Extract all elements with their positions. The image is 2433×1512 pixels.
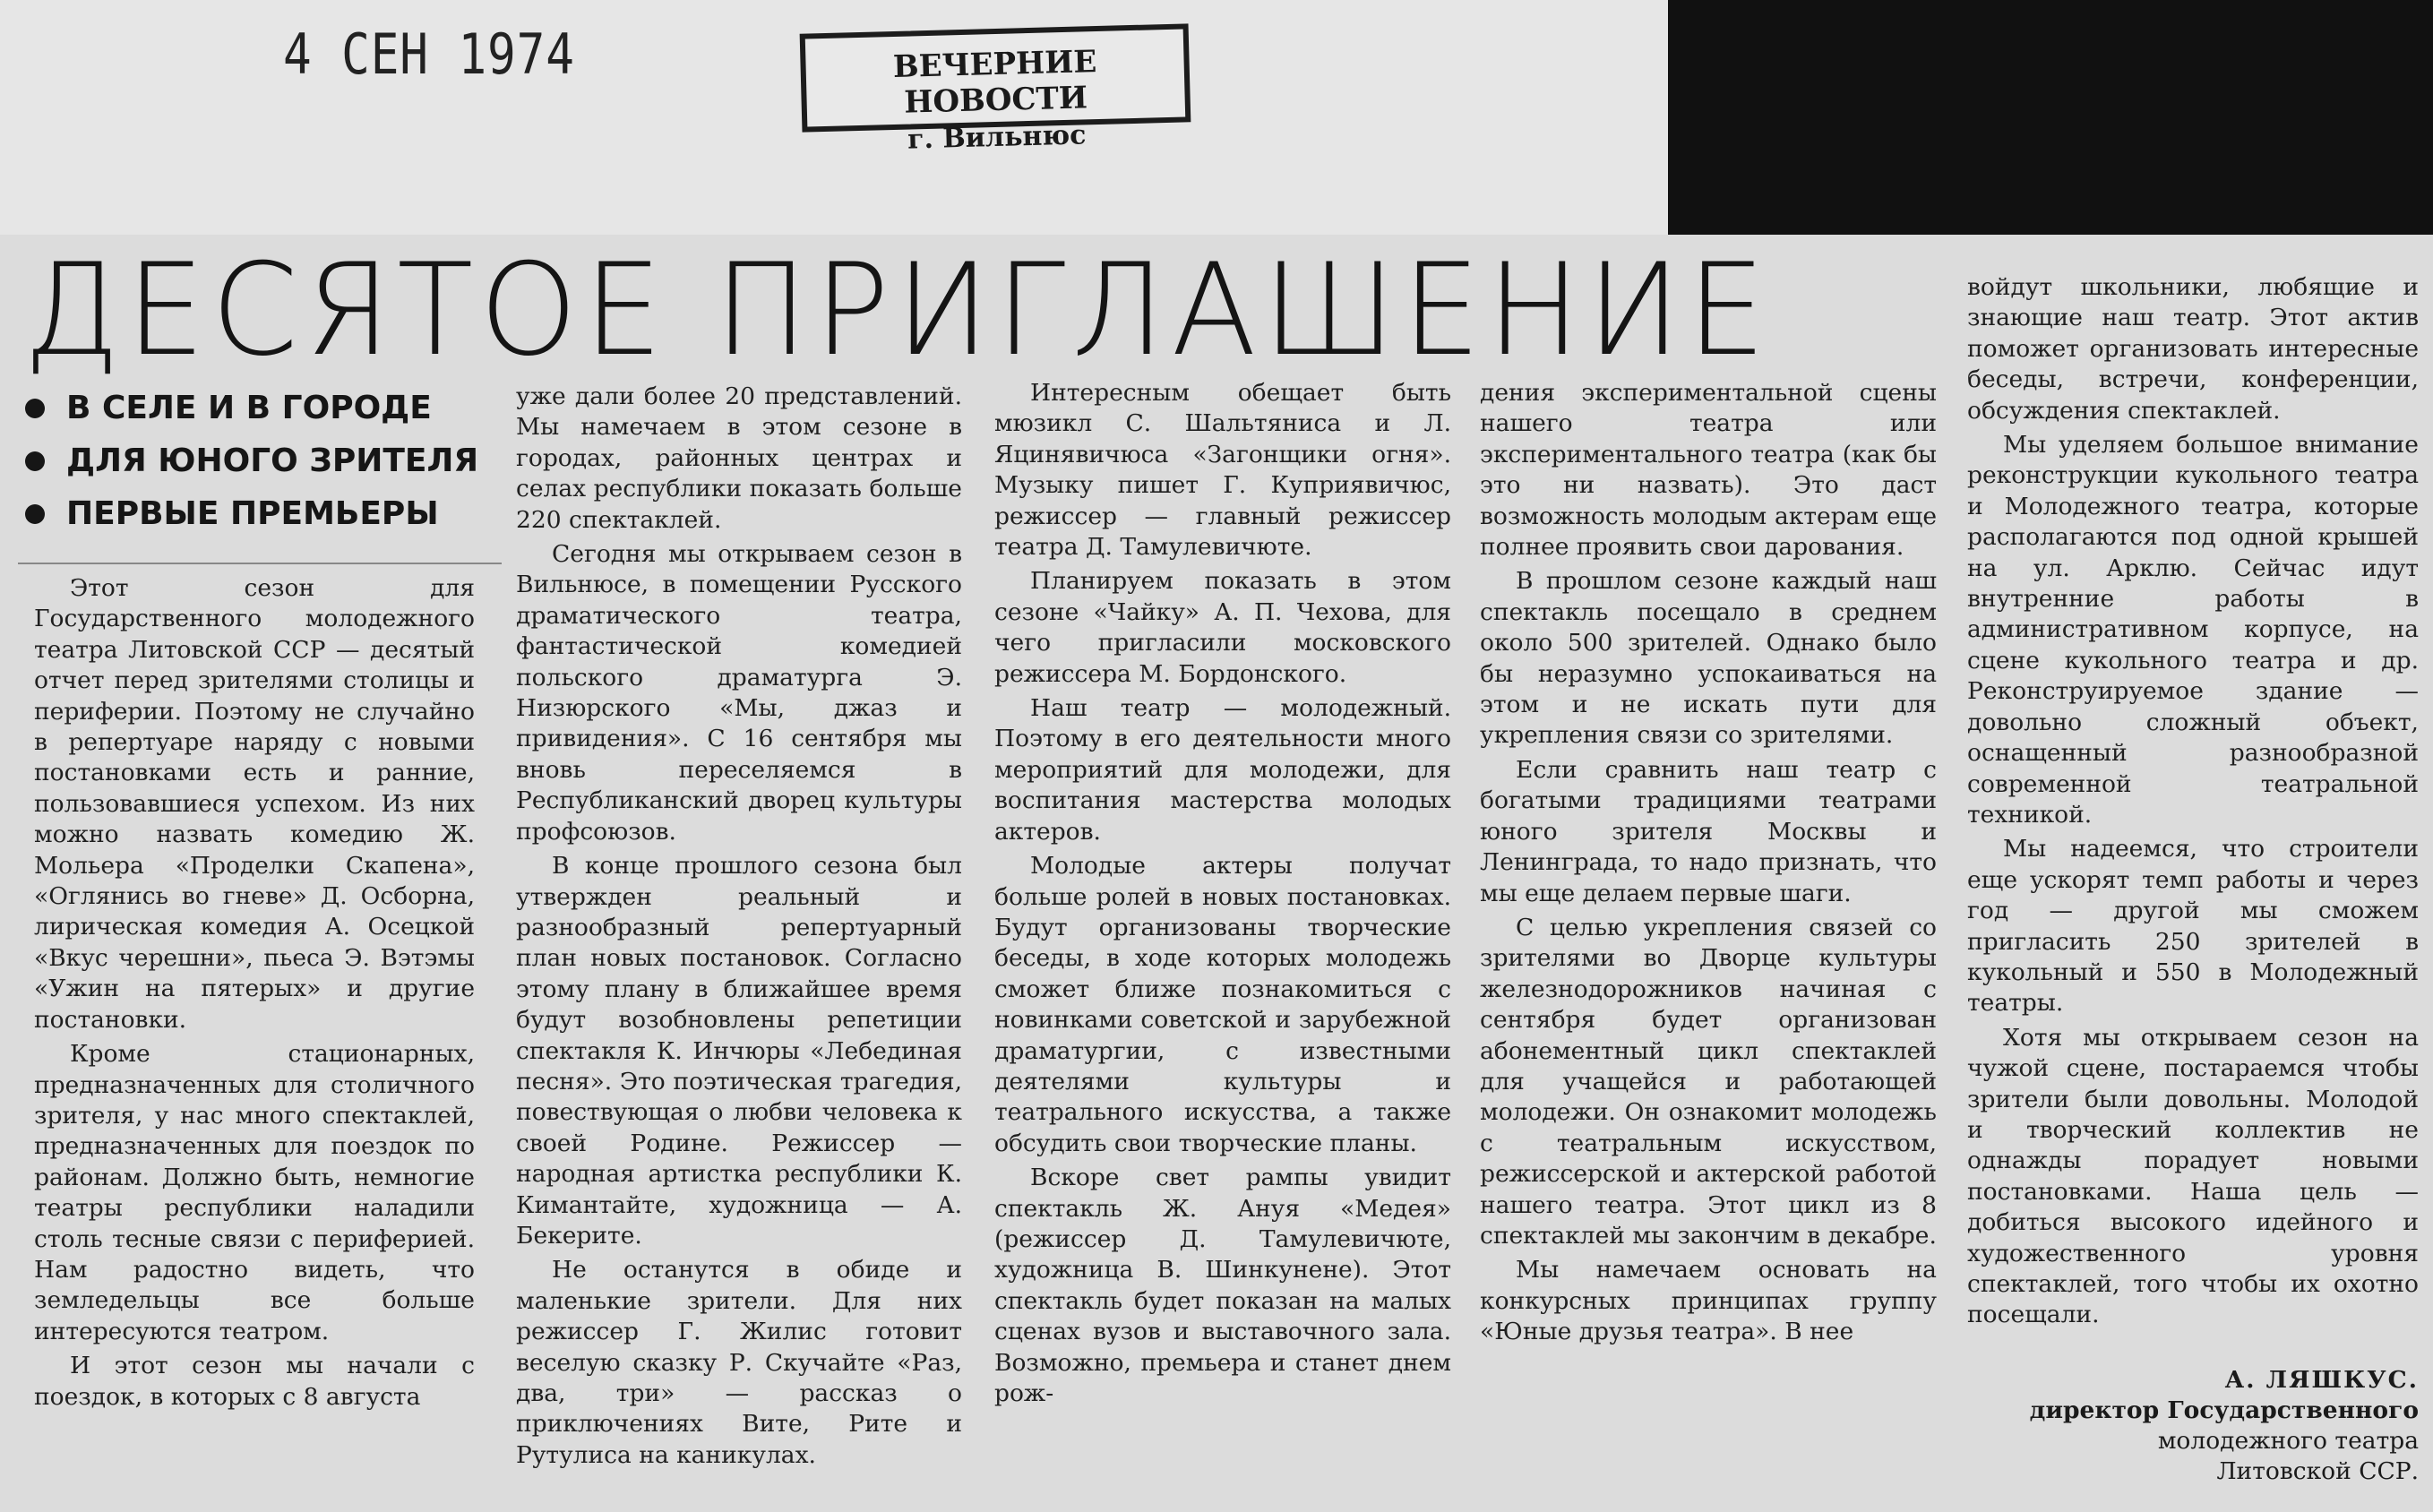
author-name: А. ЛЯШКУС. <box>2224 1366 2419 1394</box>
paragraph: И этот сезон мы начали с поездок, в которых с 8 августа <box>34 1352 475 1411</box>
newspaper-stamp-city: г. Вильнюс <box>907 119 1087 156</box>
paragraph: Наш театр — молодежный. Поэтому в его деятельности много мероприятий для молодежи, для воспитания мастерства молодых актеров. <box>994 694 1451 846</box>
article-headline: ДЕСЯТОЕ ПРИГЛАШЕНИЕ <box>23 236 1772 384</box>
dark-background-corner <box>1668 0 2433 235</box>
paragraph: Мы надеемся, что строители еще ускорят темп работы и через год — другой мы сможем пригласить 250 зрителей в кукольный и 550 в Молодежный театры. <box>1967 835 2419 1018</box>
subheading-bullets <box>25 382 478 540</box>
paragraph: С целью укрепления связей со зрителями во Дворце культуры железнодорожников начиная с сентября будет организован абонементный цикл спектаклей для учащейся и работающей молодежи. Он ознакомит молодежь с театральным искусством, режиссерской и актерской работой нашего театра. Этот цикл из 8 спектаклей мы закончим в декабре. <box>1480 913 1937 1250</box>
subheading-text: ПЕРВЫЕ ПРЕМЬЕРЫ <box>66 495 439 532</box>
paragraph: уже дали более 20 представлений. Мы намечаем в этом сезоне в городах, районных центрах и селах республики показать больше 220 спектаклей. <box>516 382 962 534</box>
newspaper-stamp-title: ВЕЧЕРНИЕ НОВОСТИ <box>892 44 1097 121</box>
paragraph: Молодые актеры получат больше ролей в новых постановках. Будут организованы творческие беседы, в ходе которых молодежь сможет ближе познакомиться с новинками советской и зарубежной драматургии, с известными деятелями культуры и театрального искусства, а также обсудить свои творческие планы. <box>994 852 1451 1157</box>
paragraph: Мы намечаем основать на конкурсных принципах группу «Юные друзья театра». В нее <box>1480 1256 1937 1346</box>
paragraph: Этот сезон для Государственного молодежного театра Литовской ССР — десятый отчет перед зрителями столицы и периферии. Поэтому не случайно в репертуаре наряду с новыми постановками есть и ранние, пользовавшиеся успехом. Из них можно назвать комедию Ж. Мольера «Проделки Скапена», «Оглянись во гневе» Д. Осборна, лирическая комедия А. Осецкой «Вкус черешни», пьеса Э. Вэтэмы «Ужин на пятерых» и другие постановки. <box>34 574 475 1034</box>
paragraph: дения экспериментальной сцены нашего театра или экспериментального театра (как бы это ни назвать). Это даст возможность молодым актерам еще полнее проявить свои дарования. <box>1480 379 1937 562</box>
divider-rule <box>18 563 502 564</box>
newspaper-stamp <box>800 23 1191 156</box>
paragraph: Не останутся в обиде и маленькие зрители. Для них режиссер Г. Жилис готовит веселую сказку Р. Скучайте «Раз, два, три» — рассказ о приключениях Вите, Рите и Рутулиса на каникулах. <box>516 1256 962 1469</box>
article-column-4 <box>1480 378 1937 1352</box>
author-position: директор Государственного <box>2029 1396 2419 1424</box>
paragraph: Мы уделяем большое внимание реконструкции кукольного театра и Молодежного театра, которые располагаются под одной крышей на ул. Арклю. Сейчас идут внутренние работы в административном корпусе, на сцене кукольного театра и др. Реконструируемое здание — довольно сложный объект, оснащенный разнообразной современной театральной техникой. <box>1967 431 2419 829</box>
author-signature <box>1967 1365 2419 1487</box>
paragraph: Если сравнить наш театр с богатыми традициями театрами юного зрителя Москвы и Ленинграда, то надо признать, что мы еще делаем первые шаги. <box>1480 755 1937 907</box>
paragraph: войдут школьники, любящие и знающие наш театр. Этот актив поможет организовать интересные беседы, встречи, конференции, обсуждения спектаклей. <box>1967 273 2419 425</box>
subheading-item <box>25 434 478 487</box>
author-position: Литовской ССР. <box>2216 1457 2419 1485</box>
paragraph: В конце прошлого сезона был утвержден реальный и разнообразный репертуарный план новых постановок. Согласно этому плану в ближайшее время будут возобновлены репетиции спектакля К. Инчюры «Лебединая песня». Это поэтическая трагедия, повествующая о любви человека к своей Родине. Режиссер — народная артистка республики К. Кимантайте, художница — А. Бекерите. <box>516 852 962 1250</box>
paragraph: Интересным обещает быть мюзикл С. Шальтяниса и Л. Яцинявичюса «Загонщики огня». Музыку пишет Г. Куприявичюс, режиссер — главный режиссер театра Д. Тамулевичюте. <box>994 379 1451 562</box>
bullet-dot-icon <box>25 451 45 471</box>
article-column-2 <box>516 382 962 1474</box>
subheading-item <box>25 382 478 434</box>
date-stamp: 4 СЕН 1974 <box>283 21 575 87</box>
subheading-item <box>25 487 478 540</box>
bullet-dot-icon <box>25 504 45 524</box>
article-column-3 <box>994 378 1451 1413</box>
paragraph: Кроме стационарных, предназначенных для столичного зрителя, у нас много спектаклей, предназначенных для поездок по районам. Должно быть, немногие театры республики наладили столь тесные связи с периферией. Нам радостно видеть, что земледельцы все больше интересуются театром. <box>34 1040 475 1345</box>
author-position: молодежного театра <box>2157 1427 2419 1455</box>
paragraph: В прошлом сезоне каждый наш спектакль посещало в среднем около 500 зрителей. Однако было бы неразумно успокаиваться на этом и не искать пути для укрепления связи со зрителями. <box>1480 567 1937 750</box>
paragraph: Планируем показать в этом сезоне «Чайку» А. П. Чехова, для чего пригласили московского режиссера М. Бордонского. <box>994 567 1451 688</box>
newspaper-clipping <box>0 235 2433 1512</box>
subheading-text: В СЕЛЕ И В ГОРОДЕ <box>66 390 432 426</box>
subheading-text: ДЛЯ ЮНОГО ЗРИТЕЛЯ <box>66 442 479 479</box>
article-column-5 <box>1967 272 2419 1335</box>
bullet-dot-icon <box>25 399 45 418</box>
paragraph: Вскоре свет рампы увидит спектакль Ж. Ануя «Медея» (режиссер Д. Тамулевичюте, художница В. Шинкунене). Этот спектакль будет показан на малых сценах вузов и выставочного зала. Возможно, премьера и станет днем рож- <box>994 1164 1451 1407</box>
article-column-1 <box>34 573 475 1416</box>
paragraph: Хотя мы открываем сезон на чужой сцене, постараемся чтобы зрители были довольны. Молодой и творческий коллектив не однажды порадует новыми постановками. Наша цель — добиться высокого идейного и художественного уровня спектаклей, того чтобы их охотно посещали. <box>1967 1023 2419 1329</box>
paragraph: Сегодня мы открываем сезон в Вильнюсе, в помещении Русского драматического театра, фантастической комедией польского драматурга Э. Низюрского «Мы, джаз и привидения». С 16 сентября мы вновь переселяемся в Республиканский дворец культуры профсоюзов. <box>516 540 962 846</box>
